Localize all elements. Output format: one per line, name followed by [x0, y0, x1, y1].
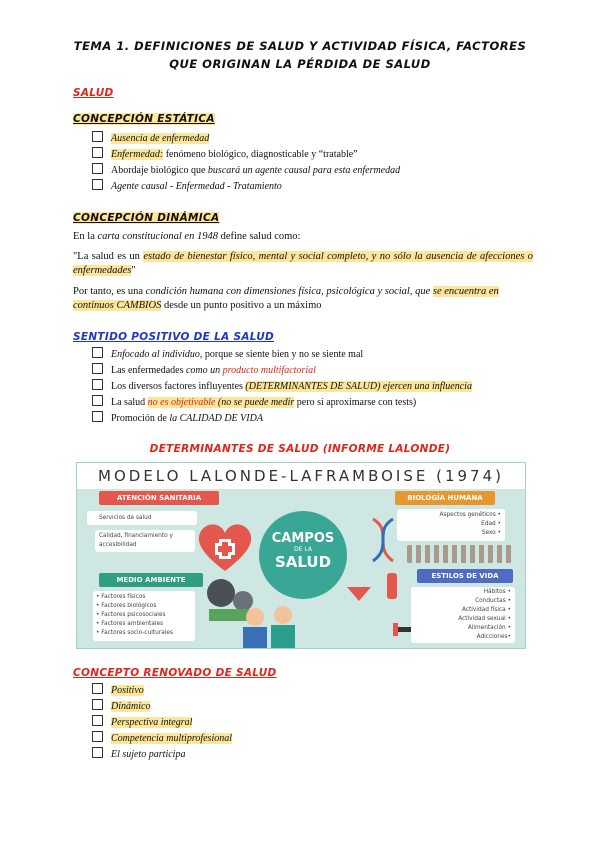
list-item: Enfermedad: fenómeno biológico, diagnosticable y “tratable” — [92, 147, 400, 163]
checkbox-icon — [92, 363, 103, 374]
checkbox-icon — [92, 179, 103, 190]
medio-card: • Factores físicos • Factores biológicos • Factores psicosociales • Factores ambientales • Factores socio-culturales — [93, 591, 195, 641]
checkbox-icon — [92, 379, 103, 390]
people-group-icon — [237, 603, 317, 648]
list-item: Enfocado al individuo, porque se siente bien y no se siente mal — [92, 347, 472, 363]
dna-icon — [369, 517, 397, 563]
checkbox-icon — [92, 347, 103, 358]
campos-circle: CAMPOS DE LA SALUD — [259, 511, 347, 599]
checkbox-icon — [92, 163, 103, 174]
list-item: Los diversos factores influyentes (DETERMINANTES DE SALUD) ejercen una influencia — [92, 379, 472, 395]
section-heading-positivo: SENTIDO POSITIVO DE LA SALUD — [73, 331, 275, 343]
list-item: Agente causal - Enfermedad - Tratamiento — [92, 179, 400, 195]
dinamica-intro: En la carta constitucional en 1948 define salud como: — [73, 231, 301, 242]
checkbox-icon — [92, 131, 103, 142]
list-item: Ausencia de enfermedad — [92, 131, 400, 147]
list-item: Dinámico — [92, 699, 232, 715]
medio-label: MEDIO AMBIENTE — [99, 573, 203, 587]
figure-header: MODELO LALONDE-LAFRAMBOISE (1974) — [77, 463, 525, 489]
section-heading-dinamica: CONCEPCIÓN DINÁMICA — [73, 212, 220, 224]
section-heading-estatica: CONCEPCIÓN ESTÁTICA — [73, 113, 215, 125]
list-item: Positivo — [92, 683, 232, 699]
document-title — [40, 37, 560, 73]
renovado-list — [92, 683, 232, 763]
checkbox-icon — [92, 411, 103, 422]
biologia-label: BIOLOGÍA HUMANA — [395, 491, 495, 505]
checkbox-icon — [92, 147, 103, 158]
dinamica-conclusion: Por tanto, es una condición humana con dimensiones física, psicológica y social, que se encuentra en continuos CAMBIOS desde un punto positivo a un máximo — [73, 286, 499, 311]
figure-caption: DETERMINANTES DE SALUD (INFORME LALONDE) — [149, 443, 451, 455]
list-item: Competencia multiprofesional — [92, 731, 232, 747]
checkbox-icon — [92, 683, 103, 694]
calidad-card: Calidad, financiamiento y accesibilidad — [95, 530, 195, 552]
checkbox-icon — [92, 747, 103, 758]
checkbox-icon — [92, 715, 103, 726]
title-line-1: TEMA 1. DEFINICIONES DE SALUD Y ACTIVIDAD FÍSICA, FACTORES — [73, 39, 527, 53]
checkbox-icon — [92, 699, 103, 710]
list-item: La salud no es objetivable (no se puede medir pero sí aproximarse con tests) — [92, 395, 472, 411]
lalonde-figure — [76, 462, 526, 649]
title-line-2: QUE ORIGINAN LA PÉRDIDA DE SALUD — [169, 57, 431, 71]
heart-icon — [195, 521, 255, 573]
dinamica-quote: "La salud es un estado de bienestar físico, mental y social completo, y no sólo la ausencia de afecciones o enfermedades" — [73, 251, 533, 276]
checkbox-icon — [92, 731, 103, 742]
list-item: Perspectiva integral — [92, 715, 232, 731]
section-heading-renovado: CONCEPTO RENOVADO DE SALUD — [73, 667, 277, 679]
servicios-card: Servicios de salud — [87, 511, 197, 525]
section-heading-salud: SALUD — [73, 87, 114, 99]
atencion-label: ATENCIÓN SANITARIA — [99, 491, 219, 505]
people-icons — [407, 545, 515, 563]
estilos-card: Hábitos • Conductas • Actividad física • Actividad sexual • Alimentación • Adicciones• — [411, 587, 515, 643]
list-item: Promoción de la CALIDAD DE VIDA — [92, 411, 472, 427]
list-item: Abordaje biológico que buscará un agente causal para esta enfermedad — [92, 163, 400, 179]
estilos-label: ESTILOS DE VIDA — [417, 569, 513, 583]
list-item: Las enfermedades como un producto multifactorial — [92, 363, 472, 379]
biologia-card: Aspectos genéticos • Edad • Sexo • — [397, 509, 505, 541]
estatica-list — [92, 131, 400, 195]
list-item: El sujeto participa — [92, 747, 232, 763]
checkbox-icon — [92, 395, 103, 406]
positivo-list — [92, 347, 472, 427]
